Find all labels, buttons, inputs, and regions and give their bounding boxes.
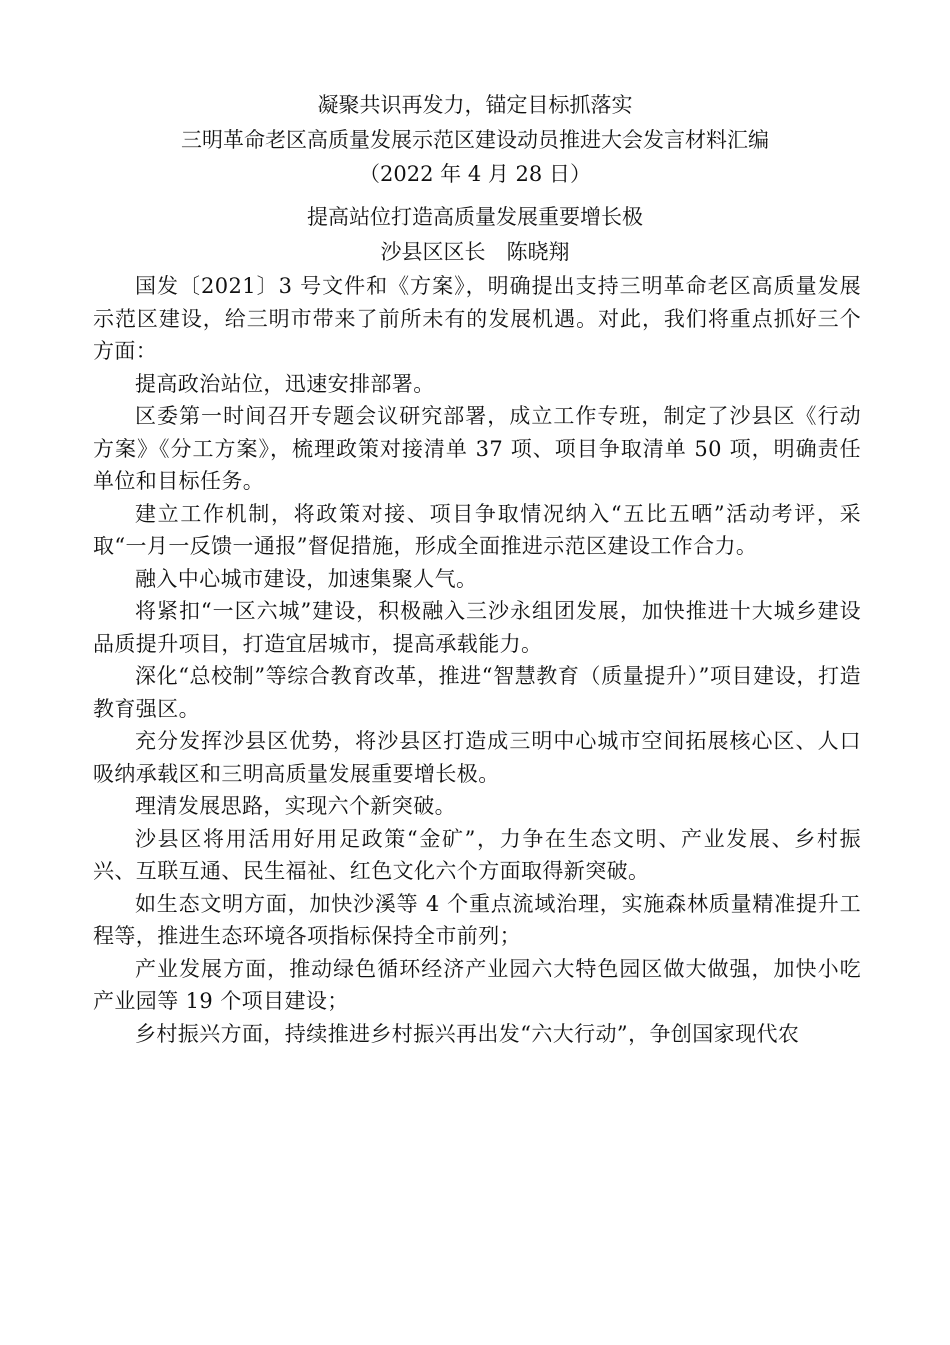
- paragraph: 深化“总校制”等综合教育改革，推进“智慧教育（质量提升）”项目建设，打造教育强区。: [93, 664, 861, 721]
- paragraph: 区委第一时间召开专题会议研究部署，成立工作专班，制定了沙县区《行动方案》《分工方案》，梳理政策对接清单 37 项、项目争取清单 50 项，明确责任单位和目标任务。: [93, 404, 861, 493]
- document-subtitle: 三明革命老区高质量发展示范区建设动员推进大会发言材料汇编: [181, 127, 769, 152]
- speech-body: [93, 270, 861, 1050]
- speech-title: 提高站位打造高质量发展重要增长极: [307, 205, 643, 229]
- paragraph: 建立工作机制，将政策对接、项目争取情况纳入“五比五晒”活动考评，采取“一月一反馈一通报”督促措施，形成全面推进示范区建设工作合力。: [93, 501, 861, 558]
- paragraph: 产业发展方面，推动绿色循环经济产业园六大特色园区做大做强，加快小吃产业园等 19 个项目建设；: [93, 956, 861, 1013]
- speaker-line: 沙县区区长 陈晓翔: [380, 239, 570, 264]
- paragraph: 国发〔2021〕3 号文件和《方案》，明确提出支持三明革命老区高质量发展示范区建设，给三明市带来了前所未有的发展机遇。对此，我们将重点抓好三个方面：: [93, 274, 861, 363]
- paragraph: 将紧扣“一区六城”建设，积极融入三沙永组团发展，加快推进十大城乡建设品质提升项目，打造宜居城市，提高承载能力。: [93, 599, 861, 656]
- paragraph: 理清发展思路，实现六个新突破。: [135, 794, 456, 818]
- document-title: 凝聚共识再发力，锚定目标抓落实: [317, 93, 633, 117]
- paragraph: 如生态文明方面，加快沙溪等 4 个重点流域治理，实施森林质量精准提升工程等，推进生态环境各项指标保持全市前列；: [93, 891, 861, 948]
- document-heading: [0, 88, 950, 192]
- paragraph: 充分发挥沙县区优势，将沙县区打造成三明中心城市空间拓展核心区、人口吸纳承载区和三明高质量发展重要增长极。: [93, 729, 861, 786]
- document-date: （2022 年 4 月 28 日）: [359, 162, 591, 186]
- speech-heading: [0, 200, 950, 269]
- paragraph: 乡村振兴方面，持续推进乡村振兴再出发“六大行动”，争创国家现代农: [135, 1021, 800, 1046]
- paragraph: 沙县区将用活用好用足政策“金矿”，力争在生态文明、产业发展、乡村振兴、互联互通、民生福祉、红色文化六个方面取得新突破。: [93, 826, 861, 883]
- paragraph: 提高政治站位，迅速安排部署。: [135, 371, 435, 396]
- paragraph: 融入中心城市建设，加速集聚人气。: [135, 566, 478, 591]
